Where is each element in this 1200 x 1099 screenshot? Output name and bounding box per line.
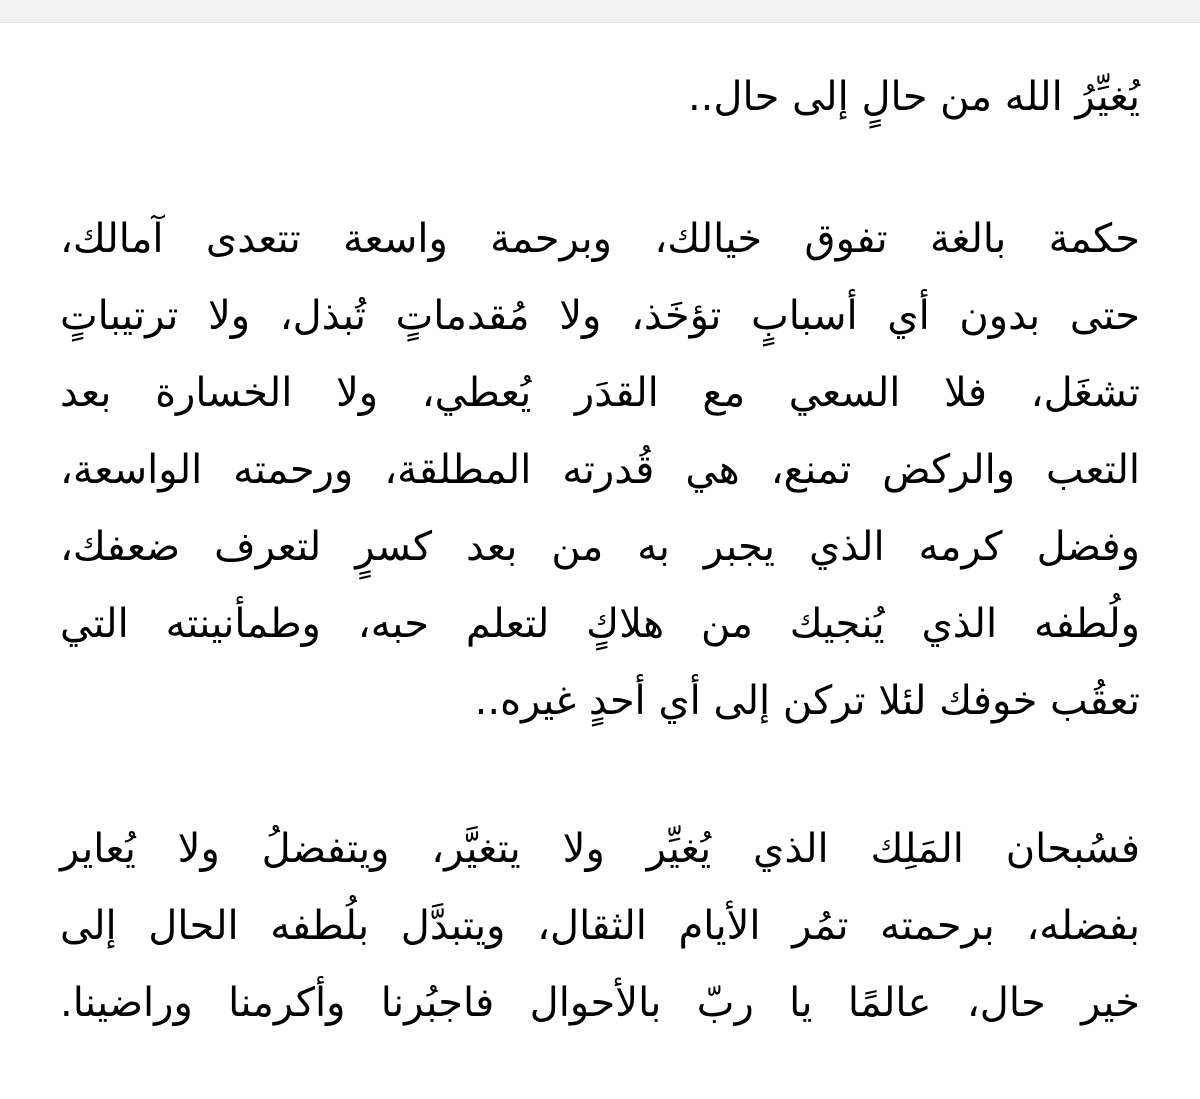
paragraph-2-line-2: بفضله، برحمته تمُر الأيام الثقال، ويتبدَّل بلُطفه الحال إلى (60, 903, 1140, 949)
paragraph-1-line-4: التعب والركض تمنع، هي قُدرته المطلقة، ورحمته الواسعة، (60, 447, 1140, 493)
paragraph-1-line-7: تعقُب خوفك لئلا تركن إلى أي أحدٍ غيره.. (474, 678, 1140, 724)
paragraph-1-line-2: حتى بدون أي أسبابٍ تؤخَذ، ولا مُقدماتٍ تُبذل، ولا ترتيباتٍ (60, 293, 1140, 339)
paragraph-2 (60, 824, 1140, 1055)
paragraph-1-line-6: ولُطفه الذي يُنجيك من هلاكٍ لتعلم حبه، وطمأنينته التي (60, 601, 1140, 647)
paragraph-1 (60, 214, 1140, 753)
paragraph-2-line-3: خير حال، عالمًا يا ربّ بالأحوال فاجبُرنا وأكرمنا وراضينا. (60, 980, 1140, 1026)
top-bar (0, 0, 1200, 23)
paragraph-2-line-1: فسُبحان المَلِك الذي يُغيِّر ولا يتغيَّر، ويتفضلُ ولا يُعاير (60, 826, 1140, 872)
document-heading: يُغيِّرُ الله من حالٍ إلى حال.. (687, 74, 1140, 120)
paragraph-1-line-3: تشغَل، فلا السعي مع القدَر يُعطي، ولا الخسارة بعد (60, 370, 1140, 416)
paragraph-1-line-1: حكمة بالغة تفوق خيالك، وبرحمة واسعة تتعدى آمالك، (60, 216, 1140, 262)
paragraph-1-line-5: وفضل كرمه الذي يجبر به من بعد كسرٍ لتعرف ضعفك، (60, 524, 1140, 570)
document-body (60, 72, 1140, 1026)
